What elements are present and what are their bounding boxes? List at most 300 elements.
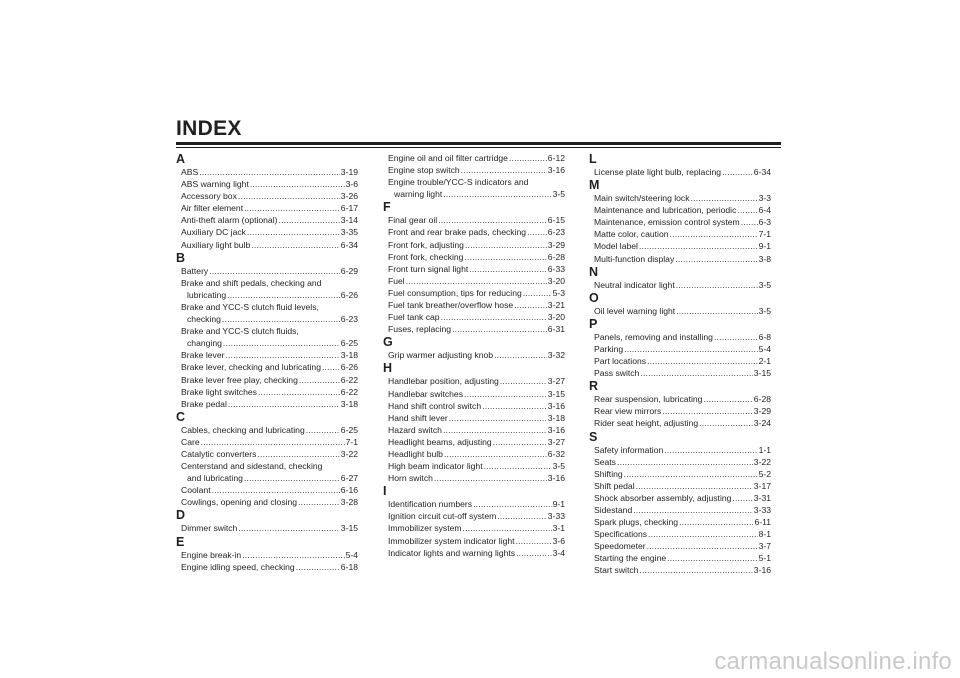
index-entry-text: Engine break-in — [181, 549, 242, 560]
dot-leader — [306, 424, 340, 436]
index-entry-page: 3-4 — [552, 547, 565, 558]
index-entry — [383, 448, 565, 460]
dot-leader — [624, 468, 758, 480]
index-entry-text: Shift pedal — [594, 480, 635, 491]
index-entry-continuation: lubricating — [187, 289, 227, 300]
index-entry-text: Brake lever — [181, 350, 225, 361]
dot-leader — [500, 375, 547, 387]
dot-leader — [648, 528, 758, 540]
index-entry — [176, 561, 358, 573]
index-entry — [589, 480, 771, 492]
index-entry-page: 5-1 — [758, 553, 771, 564]
index-entry-text: Spark plugs, checking — [594, 517, 679, 528]
dot-leader — [449, 412, 547, 424]
index-entry-page: 3-3 — [758, 193, 771, 204]
index-entry-page: 6-11 — [754, 517, 771, 528]
index-entry — [383, 311, 565, 323]
index-entry-text: Grip warmer adjusting knob — [388, 350, 494, 361]
index-column-2 — [383, 152, 565, 559]
index-entry-page: 3-24 — [753, 418, 771, 429]
dot-leader — [469, 263, 547, 275]
index-entry — [176, 226, 358, 238]
index-entry-text: Brake pedal — [181, 398, 227, 409]
index-entry-text: Parking — [594, 343, 624, 354]
dot-leader — [703, 393, 752, 405]
index-entry-text: Identification numbers — [388, 499, 473, 510]
index-entry-page: 6-23 — [340, 314, 358, 325]
index-entry-page: 3-5 — [758, 279, 771, 290]
section-letter: N — [589, 264, 599, 279]
index-entry-page: 3-15 — [753, 368, 771, 379]
index-entry-page: 3-19 — [340, 167, 358, 177]
index-entry-text: Shifting — [594, 468, 623, 479]
page-title: INDEX — [176, 117, 242, 140]
index-entry — [383, 535, 565, 547]
section-letter: R — [589, 379, 599, 394]
index-entry-page: 8-1 — [758, 529, 771, 540]
dot-leader — [247, 226, 340, 238]
index-entry-page: 6-28 — [753, 394, 771, 405]
dot-leader — [223, 337, 340, 349]
dot-leader — [296, 561, 340, 573]
watermark: carmanualsonline.info — [714, 648, 952, 675]
index-entry — [176, 386, 358, 398]
dot-leader — [617, 456, 753, 468]
index-entry-continuation: and lubricating — [187, 473, 243, 484]
index-entry-page: 6-34 — [340, 239, 358, 250]
index-entry — [589, 504, 771, 516]
dot-leader — [647, 540, 758, 552]
dot-leader — [527, 226, 547, 238]
index-entry-text: Hand shift lever — [388, 412, 448, 423]
index-entry — [383, 375, 565, 387]
index-entry-page: 2-1 — [758, 356, 771, 367]
index-entry — [176, 337, 358, 349]
index-entry-text: Handlebar switches — [388, 388, 463, 399]
index-entry — [589, 444, 771, 456]
index-entry-text: Brake lever free play, checking — [181, 374, 298, 385]
index-entry — [383, 299, 565, 311]
index-entry — [589, 552, 771, 564]
index-entry-page: 6-23 — [547, 227, 565, 238]
index-entry-text: Specifications — [594, 529, 648, 540]
index-entry-text: Battery — [181, 265, 209, 276]
index-section — [589, 265, 771, 291]
index-entry — [589, 216, 771, 228]
index-entry-page: 6-12 — [547, 153, 565, 163]
index-entry-text: Indicator lights and warning lights — [388, 547, 516, 558]
index-entry-text: Engine trouble/YCC-S indicators and — [388, 177, 529, 188]
dot-leader — [443, 188, 551, 200]
index-entry-page: 6-26 — [340, 362, 358, 373]
index-entry-page: 3-16 — [753, 565, 771, 576]
index-entry-page: 3-28 — [340, 497, 358, 508]
index-entry-text: Auxiliary light bulb — [181, 239, 251, 250]
index-entry-continuation: warning light — [394, 189, 443, 200]
dot-leader — [493, 436, 547, 448]
index-section — [176, 508, 358, 534]
index-entry — [383, 263, 565, 275]
index-entry — [176, 202, 358, 214]
index-entry-text: Air filter element — [181, 203, 244, 214]
index-entry — [589, 540, 771, 552]
dot-leader — [676, 305, 757, 317]
dot-leader — [244, 472, 340, 484]
index-entry-text: Horn switch — [388, 473, 433, 484]
index-entry-text: License plate light bulb, replacing — [594, 167, 722, 177]
index-entry-page: 3-29 — [753, 406, 771, 417]
index-section — [383, 152, 565, 200]
index-entry-text: Hand shift control switch — [388, 400, 482, 411]
dot-leader — [516, 535, 552, 547]
index-entry-page: 3-6 — [345, 179, 358, 190]
index-section — [383, 484, 565, 558]
dot-leader — [257, 448, 339, 460]
index-entry-text: Front fork, adjusting — [388, 239, 464, 250]
index-entry-continuation: changing — [187, 338, 222, 349]
index-entry — [589, 417, 771, 429]
dot-leader — [228, 398, 340, 410]
index-entry-text: Headlight bulb — [388, 448, 443, 459]
section-letter: B — [176, 250, 186, 265]
index-entry-page: 6-8 — [758, 331, 771, 342]
index-entry-page: 3-18 — [340, 398, 358, 409]
dot-leader — [250, 178, 345, 190]
index-entry-page: 3-16 — [547, 473, 565, 484]
index-entry-page: 3-14 — [340, 215, 358, 226]
index-entry — [589, 253, 771, 265]
title-rule-thin — [176, 147, 781, 148]
index-column-3 — [589, 152, 771, 577]
index-entry-page: 3-27 — [547, 376, 565, 387]
index-entry-text: Immobilizer system indicator light — [388, 535, 515, 546]
index-entry-text: Ignition circuit cut-off system — [388, 511, 497, 522]
index-entry-text: Part locations — [594, 356, 647, 367]
index-entry — [176, 484, 358, 496]
index-entry-page: 3-26 — [340, 191, 358, 202]
index-entry-page: 5-3 — [552, 287, 565, 298]
index-entry-text: Rider seat height, adjusting — [594, 418, 699, 429]
index-entry-text: Handlebar position, adjusting — [388, 376, 499, 387]
index-entry — [176, 472, 358, 484]
dot-leader — [484, 460, 552, 472]
index-entry — [383, 472, 565, 484]
dot-leader — [516, 547, 552, 559]
dot-leader — [737, 204, 757, 216]
index-entry-text: Start switch — [594, 565, 639, 576]
dot-leader — [473, 498, 552, 510]
index-entry-page: 3-27 — [547, 436, 565, 447]
index-entry — [589, 528, 771, 540]
index-entry — [176, 436, 358, 448]
index-entry-text: Matte color, caution — [594, 229, 669, 240]
index-entry — [176, 178, 358, 190]
index-entry — [589, 305, 771, 317]
index-entry-page: 7-1 — [758, 229, 771, 240]
index-entry-page: 3-18 — [340, 350, 358, 361]
index-entry — [176, 496, 358, 508]
index-entry-page: 6-33 — [547, 263, 565, 274]
index-entry-page: 3-5 — [758, 305, 771, 316]
dot-leader — [251, 239, 340, 251]
index-entry — [383, 188, 565, 200]
index-entry-text: Panels, removing and installing — [594, 331, 713, 342]
index-entry — [383, 349, 565, 361]
index-section — [383, 335, 565, 361]
index-entry-text: Fuel tank cap — [388, 312, 440, 323]
index-entry-text: Accessory box — [181, 191, 237, 202]
index-entry-text: Hazard switch — [388, 424, 442, 435]
index-entry-page: 3-20 — [547, 312, 565, 323]
dot-leader — [662, 405, 752, 417]
dot-leader — [434, 472, 547, 484]
dot-leader — [691, 192, 758, 204]
index-entry-page: 6-27 — [340, 473, 358, 484]
dot-leader — [639, 240, 758, 252]
index-entry-text: Engine stop switch — [388, 165, 460, 176]
dot-leader — [741, 216, 758, 228]
index-entry-text: Centerstand and sidestand, checking — [181, 461, 323, 472]
index-entry-page: 6-15 — [547, 215, 565, 226]
index-entry-page: 3-7 — [758, 541, 771, 552]
index-entry-page: 3-21 — [547, 300, 565, 311]
dot-leader — [464, 251, 546, 263]
index-entry-page: 9-1 — [758, 241, 771, 252]
index-entry-text: Fuses, replacing — [388, 324, 452, 335]
index-entry — [589, 468, 771, 480]
index-entry-text: Care — [181, 436, 200, 447]
index-entry — [383, 287, 565, 299]
index-entry-page: 3-29 — [547, 239, 565, 250]
index-entry-page: 6-25 — [340, 338, 358, 349]
index-entry-page: 3-16 — [547, 400, 565, 411]
index-entry-text: Front fork, checking — [388, 251, 464, 262]
index-entry — [589, 343, 771, 355]
section-letter: P — [589, 316, 598, 331]
index-entry-page: 3-5 — [552, 189, 565, 200]
index-entry-text: Main switch/steering lock — [594, 193, 690, 204]
index-entry-text: Catalytic converters — [181, 448, 257, 459]
index-entry-continuation: checking — [187, 314, 221, 325]
index-entry-page: 6-25 — [340, 424, 358, 435]
dot-leader — [482, 400, 547, 412]
index-entry — [383, 323, 565, 335]
index-entry-page: 6-26 — [340, 289, 358, 300]
index-entry-page: 1-1 — [758, 444, 771, 455]
dot-leader — [636, 480, 753, 492]
section-letter: C — [176, 409, 186, 424]
section-letter: G — [383, 335, 393, 350]
index-entry-text: Neutral indicator light — [594, 279, 675, 290]
index-entry-text: ABS warning light — [181, 179, 249, 190]
index-entry-text: Brake and shift pedals, checking and — [181, 277, 322, 288]
dot-leader — [238, 190, 340, 202]
index-entry-page: 6-31 — [547, 324, 565, 335]
index-section — [589, 379, 771, 429]
title-rule — [176, 142, 781, 145]
dot-leader — [463, 522, 552, 534]
index-section — [383, 200, 565, 335]
index-entry-page: 9-1 — [552, 499, 565, 510]
index-entry-page: 3-33 — [753, 504, 771, 515]
dot-leader — [639, 564, 752, 576]
index-entry-text: Maintenance, emission control system — [594, 217, 740, 228]
section-letter: S — [589, 429, 598, 444]
dot-leader — [461, 164, 547, 176]
dot-leader — [714, 331, 758, 343]
index-entry-text: Final gear oil — [388, 215, 438, 226]
index-entry-page: 3-20 — [547, 275, 565, 286]
index-entry — [383, 275, 565, 287]
section-letter: I — [383, 484, 387, 499]
index-entry-page: 6-18 — [340, 561, 358, 572]
index-entry-text: Model label — [594, 241, 638, 252]
index-section — [589, 317, 771, 379]
index-entry — [176, 239, 358, 251]
index-entry-text: Front turn signal light — [388, 263, 469, 274]
section-letter: E — [176, 534, 185, 549]
index-section — [589, 178, 771, 265]
index-entry — [383, 152, 565, 164]
index-entry — [589, 192, 771, 204]
index-entry-page: 3-35 — [340, 227, 358, 238]
index-entry-page: 3-18 — [547, 412, 565, 423]
index-entry — [383, 388, 565, 400]
dot-leader — [438, 214, 547, 226]
index-section — [176, 410, 358, 509]
dot-leader — [624, 343, 757, 355]
dot-leader — [242, 549, 344, 561]
index-entry-page: 7-1 — [345, 436, 358, 447]
dot-leader — [199, 166, 340, 178]
index-entry-page: 6-17 — [340, 203, 358, 214]
index-entry-text: ABS — [181, 167, 199, 177]
index-entry-page: 6-4 — [758, 205, 771, 216]
index-entry-text: Rear view mirrors — [594, 406, 662, 417]
index-entry-text: Speedometer — [594, 541, 646, 552]
dot-leader — [441, 311, 547, 323]
index-entry-page: 3-22 — [753, 456, 771, 467]
index-entry-text: Fuel — [388, 275, 405, 286]
dot-leader — [514, 299, 547, 311]
index-entry — [176, 398, 358, 410]
index-entry-text: Rear suspension, lubricating — [594, 394, 703, 405]
index-entry-text: Anti-theft alarm (optional) — [181, 215, 278, 226]
index-entry-text: Engine idling speed, checking — [181, 561, 295, 572]
index-entry — [589, 331, 771, 343]
index-entry-text: Dimmer switch — [181, 523, 238, 534]
index-entry-text: Safety information — [594, 444, 664, 455]
index-entry — [589, 405, 771, 417]
index-entry — [176, 361, 358, 373]
index-entry — [176, 424, 358, 436]
dot-leader — [406, 275, 547, 287]
index-entry — [589, 492, 771, 504]
index-entry-page: 3-6 — [552, 535, 565, 546]
index-entry-text: Brake light switches — [181, 386, 257, 397]
dot-leader — [299, 374, 340, 386]
index-entry — [176, 349, 358, 361]
index-entry — [589, 240, 771, 252]
index-entry — [176, 289, 358, 301]
index-entry — [176, 549, 358, 561]
index-entry — [589, 367, 771, 379]
index-entry-text: Seats — [594, 456, 616, 467]
index-entry-page: 3-33 — [547, 511, 565, 522]
index-entry — [589, 393, 771, 405]
index-entry-text: Brake lever, checking and lubricating — [181, 362, 321, 373]
index-entry — [589, 279, 771, 291]
index-section — [176, 152, 358, 251]
index-entry-text: Brake and YCC-S clutch fluids, — [181, 326, 299, 337]
index-entry — [589, 516, 771, 528]
dot-leader — [494, 349, 547, 361]
index-entry — [176, 522, 358, 534]
index-section — [176, 251, 358, 410]
index-entry-text: Cables, checking and lubricating — [181, 424, 305, 435]
index-section — [589, 152, 771, 178]
index-entry — [589, 204, 771, 216]
index-entry — [176, 265, 358, 277]
index-entry-page: 6-16 — [340, 485, 358, 496]
index-entry-text: Fuel tank breather/overflow hose — [388, 300, 514, 311]
index-entry-text: Front and rear brake pads, checking — [388, 227, 527, 238]
index-entry — [383, 498, 565, 510]
index-entry-page: 6-34 — [753, 167, 771, 177]
dot-leader — [227, 289, 340, 301]
dot-leader — [209, 265, 340, 277]
index-entry-page: 3-5 — [552, 461, 565, 472]
dot-leader — [444, 448, 547, 460]
index-entry-page: 6-28 — [547, 251, 565, 262]
index-entry — [383, 226, 565, 238]
dot-leader — [497, 510, 547, 522]
section-letter: F — [383, 200, 391, 215]
index-entry — [589, 564, 771, 576]
index-entry-page: 3-22 — [340, 448, 358, 459]
index-entry-text: Coolant — [181, 485, 211, 496]
index-entry-page: 3-32 — [547, 350, 565, 361]
index-entry — [383, 239, 565, 251]
index-entry-page: 3-8 — [758, 253, 771, 264]
index-entry — [383, 424, 565, 436]
index-entry-text: Engine oil and oil filter cartridge — [388, 153, 508, 163]
index-section — [176, 535, 358, 573]
dot-leader — [322, 361, 340, 373]
index-entry-page: 3-15 — [340, 523, 358, 534]
dot-leader — [509, 152, 547, 164]
dot-leader — [676, 279, 758, 291]
dot-leader — [633, 504, 753, 516]
index-entry-page: 5-4 — [758, 343, 771, 354]
dot-leader — [523, 287, 552, 299]
index-entry-text: Pass switch — [594, 368, 640, 379]
dot-leader — [212, 484, 340, 496]
index-entry-text: Oil level warning light — [594, 305, 676, 316]
dot-leader — [298, 496, 340, 508]
index-entry-page: 6-3 — [758, 217, 771, 228]
index-entry-text: Multi-function display — [594, 253, 675, 264]
index-entry — [383, 436, 565, 448]
index-entry-page: 3-15 — [547, 388, 565, 399]
dot-leader — [201, 436, 345, 448]
section-letter: O — [589, 290, 599, 305]
dot-leader — [670, 228, 758, 240]
dot-leader — [679, 516, 753, 528]
dot-leader — [452, 323, 547, 335]
index-entry-page: 6-22 — [340, 374, 358, 385]
section-letter: H — [383, 361, 393, 376]
